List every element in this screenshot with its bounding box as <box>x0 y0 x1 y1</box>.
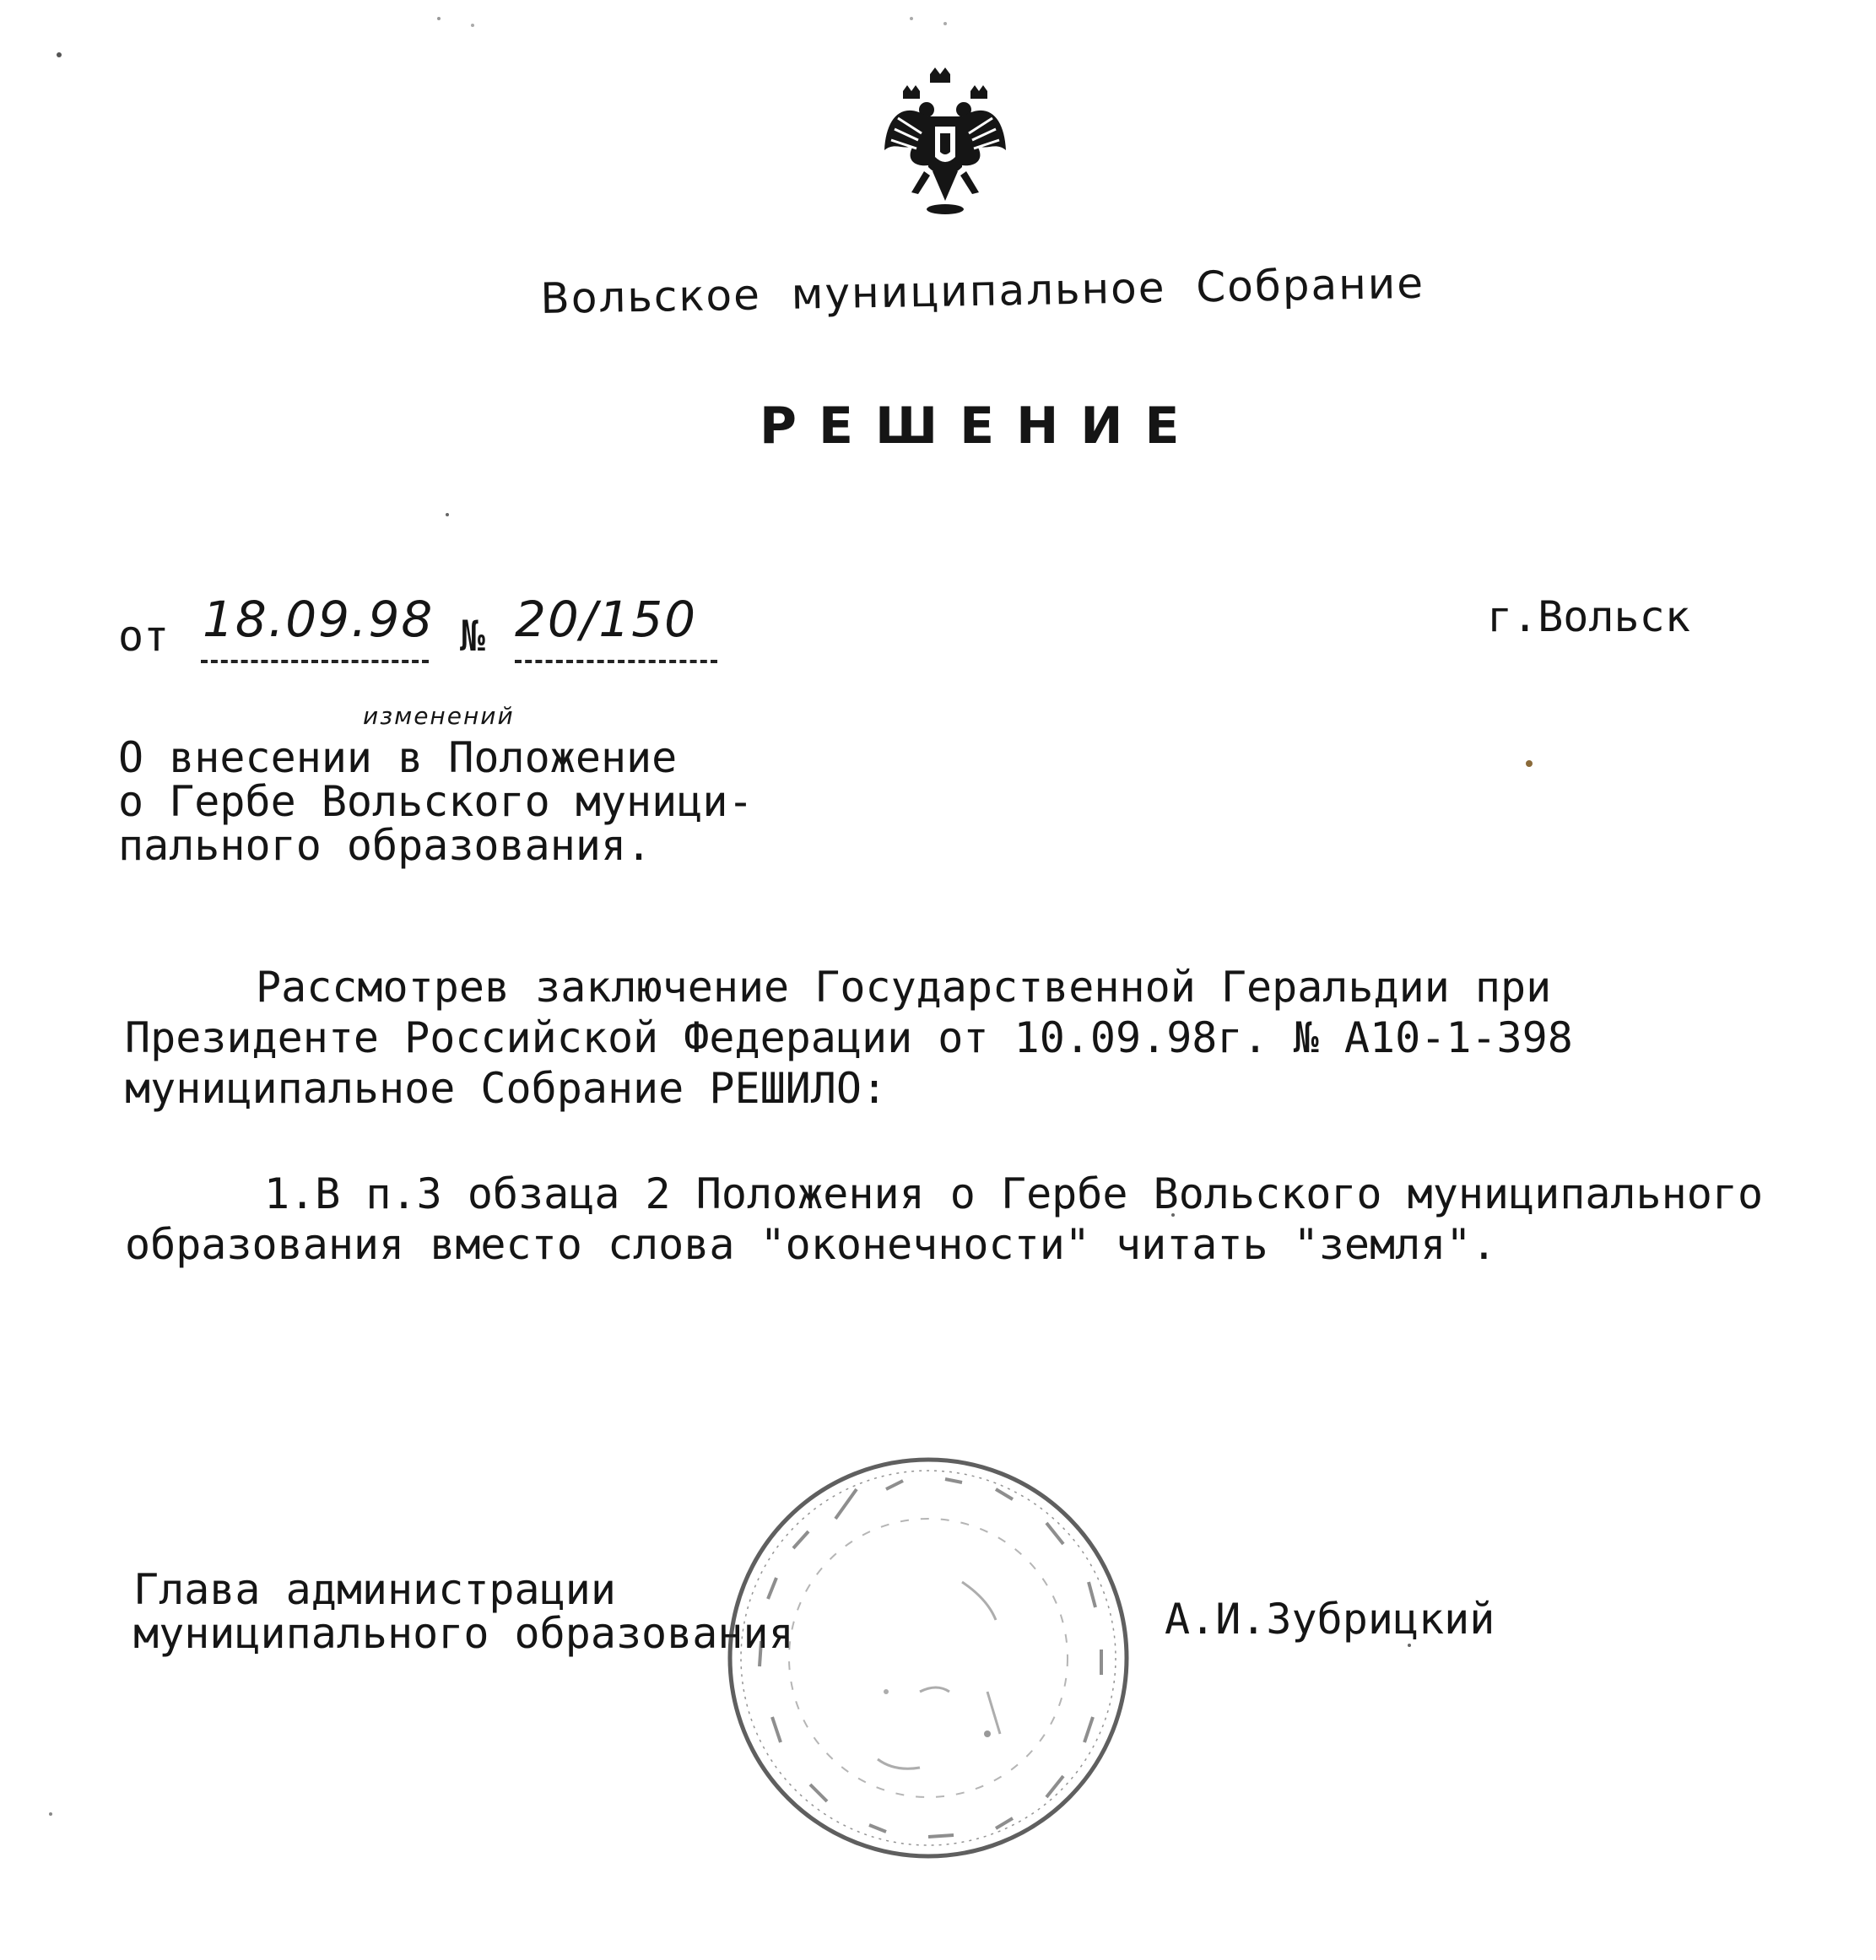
subject-line: пального образования. <box>118 821 652 870</box>
body-line: Президенте Российской Федерации от 10.09.98г. № А10-1-398 <box>125 1013 1573 1062</box>
city: г.Вольск <box>1487 592 1690 641</box>
body-line: Рассмотрев заключение Государственной Геральдии при <box>256 963 1552 1012</box>
date-underline <box>201 660 429 663</box>
body-line: муниципальное Собрание РЕШИЛО: <box>125 1064 888 1113</box>
number-sign: № <box>460 612 486 661</box>
body-line: 1.В п.3 обзаца 2 Положения о Гербе Вольского муниципального <box>264 1169 1764 1218</box>
official-seal-icon <box>709 1439 1148 1877</box>
document-title: РЕШЕНИЕ <box>760 397 1202 456</box>
preamble-paragraph <box>125 962 1573 1114</box>
subject-block <box>118 733 754 870</box>
subject-line: о Гербе Вольского муници- <box>118 777 754 826</box>
decision-number: 20/150 <box>515 591 698 648</box>
date-line <box>118 612 169 661</box>
handwritten-insertion: изменений <box>363 702 515 730</box>
organization-name: Вольское муниципальное Собрание <box>540 258 1425 323</box>
decision-paragraph <box>125 1169 1763 1270</box>
signature-position <box>133 1565 794 1658</box>
decision-date: 18.09.98 <box>203 591 435 648</box>
position-line: муниципального образования <box>133 1609 794 1658</box>
subject-line: О внесении в Положение <box>118 733 678 782</box>
number-underline <box>515 660 717 663</box>
signer-name: А.И.Зубрицкий <box>1165 1595 1495 1644</box>
position-line: Глава администрации <box>133 1565 616 1614</box>
from-label: от <box>118 612 170 661</box>
body-line: образования вместо слова "оконечности" читать "земля". <box>125 1220 1497 1269</box>
coat-of-arms-icon <box>878 66 1013 218</box>
